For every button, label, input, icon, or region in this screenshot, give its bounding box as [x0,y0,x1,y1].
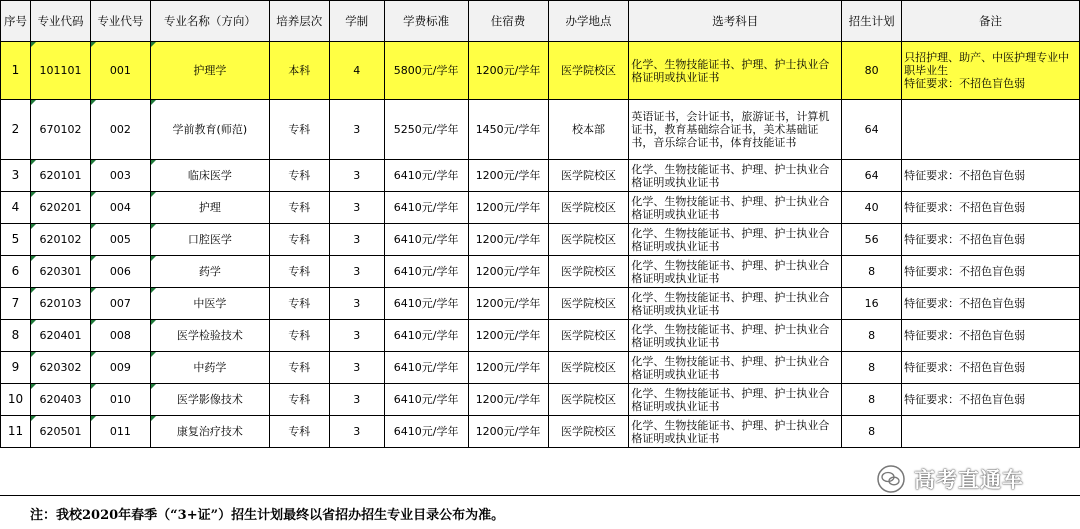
cell-seq: 2 [1,100,31,160]
subjects-text: 化学、生物技能证书、护理、护士执业合格证明或执业证书 [631,322,830,349]
cell-tuition: 6410元/学年 [384,192,468,224]
subjects-text: 化学、生物技能证书、护理、护士执业合格证明或执业证书 [631,290,830,317]
cell-num: 004 [90,192,150,224]
cell-note [902,224,1080,256]
cell-name: 临床医学 [150,160,269,192]
table-row [1,160,1080,192]
cell-name: 中医学 [150,288,269,320]
cell-tuition: 5250元/学年 [384,100,468,160]
cell-seq: 6 [1,256,31,288]
cell-level: 专科 [269,100,329,160]
footnote-bar [0,495,1080,529]
cell-num: 005 [90,224,150,256]
cell-lodging: 1200元/学年 [468,352,548,384]
cell-num: 008 [90,320,150,352]
header-col-level: 培养层次 [269,1,329,42]
cell-plan: 8 [842,320,902,352]
cell-location: 医学院校区 [548,384,629,416]
cell-note [902,256,1080,288]
table-row [1,384,1080,416]
cell-seq: 1 [1,42,31,100]
cell-code: 620103 [30,288,90,320]
cell-name: 康复治疗技术 [150,416,269,448]
cell-location: 医学院校区 [548,42,629,100]
cell-lodging: 1200元/学年 [468,384,548,416]
cell-plan: 8 [842,352,902,384]
cell-note [902,320,1080,352]
table-row [1,100,1080,160]
cell-level: 专科 [269,192,329,224]
header-row [1,1,1080,42]
cell-name: 医学影像技术 [150,384,269,416]
cell-lodging: 1450元/学年 [468,100,548,160]
cell-num: 011 [90,416,150,448]
subjects-text: 化学、生物技能证书、护理、护士执业合格证明或执业证书 [631,194,830,221]
cell-tuition: 6410元/学年 [384,256,468,288]
cell-code: 620102 [30,224,90,256]
cell-level: 本科 [269,42,329,100]
cell-num: 003 [90,160,150,192]
cell-level: 专科 [269,320,329,352]
table-row [1,224,1080,256]
cell-code: 620301 [30,256,90,288]
cell-subjects [629,288,842,320]
table-row [1,256,1080,288]
note-text: 特征要求：不招色盲色弱 [904,233,1026,246]
table-row [1,320,1080,352]
cell-tuition: 6410元/学年 [384,416,468,448]
cell-years: 3 [329,224,384,256]
cell-tuition: 5800元/学年 [384,42,468,100]
cell-level: 专科 [269,160,329,192]
cell-years: 3 [329,100,384,160]
header-col-subjects: 选考科目 [629,1,842,42]
cell-tuition: 6410元/学年 [384,224,468,256]
cell-seq: 7 [1,288,31,320]
note-text: 特征要求：不招色盲色弱 [904,297,1026,310]
cell-note [902,352,1080,384]
cell-location: 医学院校区 [548,256,629,288]
cell-seq: 5 [1,224,31,256]
wechat-logo-icon [876,464,906,494]
cell-years: 3 [329,352,384,384]
cell-seq: 3 [1,160,31,192]
header-col-code: 专业代码 [30,1,90,42]
cell-name: 中药学 [150,352,269,384]
cell-num: 002 [90,100,150,160]
cell-lodging: 1200元/学年 [468,416,548,448]
cell-seq: 8 [1,320,31,352]
cell-plan: 56 [842,224,902,256]
cell-subjects [629,42,842,100]
cell-code: 620401 [30,320,90,352]
note-text: 特征要求：不招色盲色弱 [904,265,1026,278]
cell-seq: 9 [1,352,31,384]
cell-location: 医学院校区 [548,192,629,224]
cell-seq: 10 [1,384,31,416]
cell-location: 医学院校区 [548,352,629,384]
cell-name: 护理学 [150,42,269,100]
cell-tuition: 6410元/学年 [384,320,468,352]
cell-subjects [629,224,842,256]
cell-years: 4 [329,42,384,100]
cell-num: 006 [90,256,150,288]
cell-tuition: 6410元/学年 [384,384,468,416]
header-col-seq: 序号 [1,1,31,42]
cell-seq: 11 [1,416,31,448]
header-col-note: 备注 [902,1,1080,42]
table-row [1,42,1080,100]
table-row [1,352,1080,384]
cell-lodging: 1200元/学年 [468,192,548,224]
subjects-text: 化学、生物技能证书、护理、护士执业合格证明或执业证书 [631,57,830,84]
cell-num: 007 [90,288,150,320]
cell-code: 620501 [30,416,90,448]
cell-note [902,100,1080,160]
cell-code: 670102 [30,100,90,160]
header-col-major-name: 专业名称（方向） [150,1,269,42]
cell-num: 010 [90,384,150,416]
cell-location: 医学院校区 [548,224,629,256]
subjects-text: 化学、生物技能证书、护理、护士执业合格证明或执业证书 [631,162,830,189]
cell-location: 医学院校区 [548,288,629,320]
cell-years: 3 [329,320,384,352]
header-col-plan: 招生计划 [842,1,902,42]
cell-lodging: 1200元/学年 [468,224,548,256]
note-text: 特征要求：不招色盲色弱 [904,329,1026,342]
cell-location: 医学院校区 [548,160,629,192]
cell-note [902,384,1080,416]
header-col-location: 办学地点 [548,1,629,42]
cell-code: 620201 [30,192,90,224]
cell-name: 口腔医学 [150,224,269,256]
cell-code: 620101 [30,160,90,192]
cell-lodging: 1200元/学年 [468,42,548,100]
subjects-text: 英语证书，会计证书，旅游证书，计算机证书，教育基础综合证书，美术基础证书，音乐综合证书，体育技能证书 [631,110,830,149]
cell-name: 护理 [150,192,269,224]
cell-location: 医学院校区 [548,416,629,448]
cell-level: 专科 [269,256,329,288]
header-col-tuition: 学费标准 [384,1,468,42]
table-row [1,416,1080,448]
note-text: 只招护理、助产、中医护理专业中职毕业生 特征要求：不招色盲色弱 [904,51,1070,90]
cell-note [902,42,1080,100]
subjects-text: 化学、生物技能证书、护理、护士执业合格证明或执业证书 [631,258,830,285]
cell-years: 3 [329,192,384,224]
watermark-text: 高考直通车 [914,468,1024,492]
cell-subjects [629,352,842,384]
cell-name: 医学检验技术 [150,320,269,352]
cell-subjects [629,416,842,448]
cell-lodging: 1200元/学年 [468,160,548,192]
cell-subjects [629,256,842,288]
cell-plan: 16 [842,288,902,320]
cell-plan: 64 [842,100,902,160]
cell-level: 专科 [269,384,329,416]
subjects-text: 化学、生物技能证书、护理、护士执业合格证明或执业证书 [631,386,830,413]
cell-subjects [629,192,842,224]
cell-plan: 8 [842,416,902,448]
header-col-years: 学制 [329,1,384,42]
table-row [1,288,1080,320]
cell-years: 3 [329,384,384,416]
cell-level: 专科 [269,352,329,384]
note-text: 特征要求：不招色盲色弱 [904,393,1026,406]
cell-level: 专科 [269,224,329,256]
cell-code: 620302 [30,352,90,384]
cell-subjects [629,320,842,352]
cell-tuition: 6410元/学年 [384,352,468,384]
cell-note [902,416,1080,448]
note-text: 特征要求：不招色盲色弱 [904,201,1026,214]
cell-lodging: 1200元/学年 [468,320,548,352]
header-col-lodging: 住宿费 [468,1,548,42]
cell-code: 620403 [30,384,90,416]
cell-years: 3 [329,416,384,448]
cell-subjects [629,160,842,192]
cell-location: 校本部 [548,100,629,160]
cell-num: 001 [90,42,150,100]
cell-plan: 8 [842,384,902,416]
note-text: 特征要求：不招色盲色弱 [904,361,1026,374]
table-row [1,192,1080,224]
cell-level: 专科 [269,288,329,320]
cell-name: 学前教育(师范) [150,100,269,160]
cell-level: 专科 [269,416,329,448]
cell-subjects [629,100,842,160]
cell-num: 009 [90,352,150,384]
subjects-text: 化学、生物技能证书、护理、护士执业合格证明或执业证书 [631,418,830,445]
cell-note [902,160,1080,192]
cell-tuition: 6410元/学年 [384,288,468,320]
watermark [876,464,1024,494]
cell-plan: 64 [842,160,902,192]
table-body [1,42,1080,448]
note-text: 特征要求：不招色盲色弱 [904,169,1026,182]
header-col-number: 专业代号 [90,1,150,42]
cell-note [902,288,1080,320]
cell-lodging: 1200元/学年 [468,288,548,320]
cell-seq: 4 [1,192,31,224]
cell-plan: 80 [842,42,902,100]
cell-years: 3 [329,256,384,288]
cell-name: 药学 [150,256,269,288]
cell-code: 101101 [30,42,90,100]
footnote-text: 注：我校2020年春季（“3+证”）招生计划最终以省招办招生专业目录公布为准。 [30,508,505,523]
subjects-text: 化学、生物技能证书、护理、护士执业合格证明或执业证书 [631,354,830,381]
cell-tuition: 6410元/学年 [384,160,468,192]
cell-years: 3 [329,160,384,192]
subjects-text: 化学、生物技能证书、护理、护士执业合格证明或执业证书 [631,226,830,253]
cell-lodging: 1200元/学年 [468,256,548,288]
cell-subjects [629,384,842,416]
cell-note [902,192,1080,224]
cell-location: 医学院校区 [548,320,629,352]
cell-years: 3 [329,288,384,320]
cell-plan: 40 [842,192,902,224]
cell-plan: 8 [842,256,902,288]
